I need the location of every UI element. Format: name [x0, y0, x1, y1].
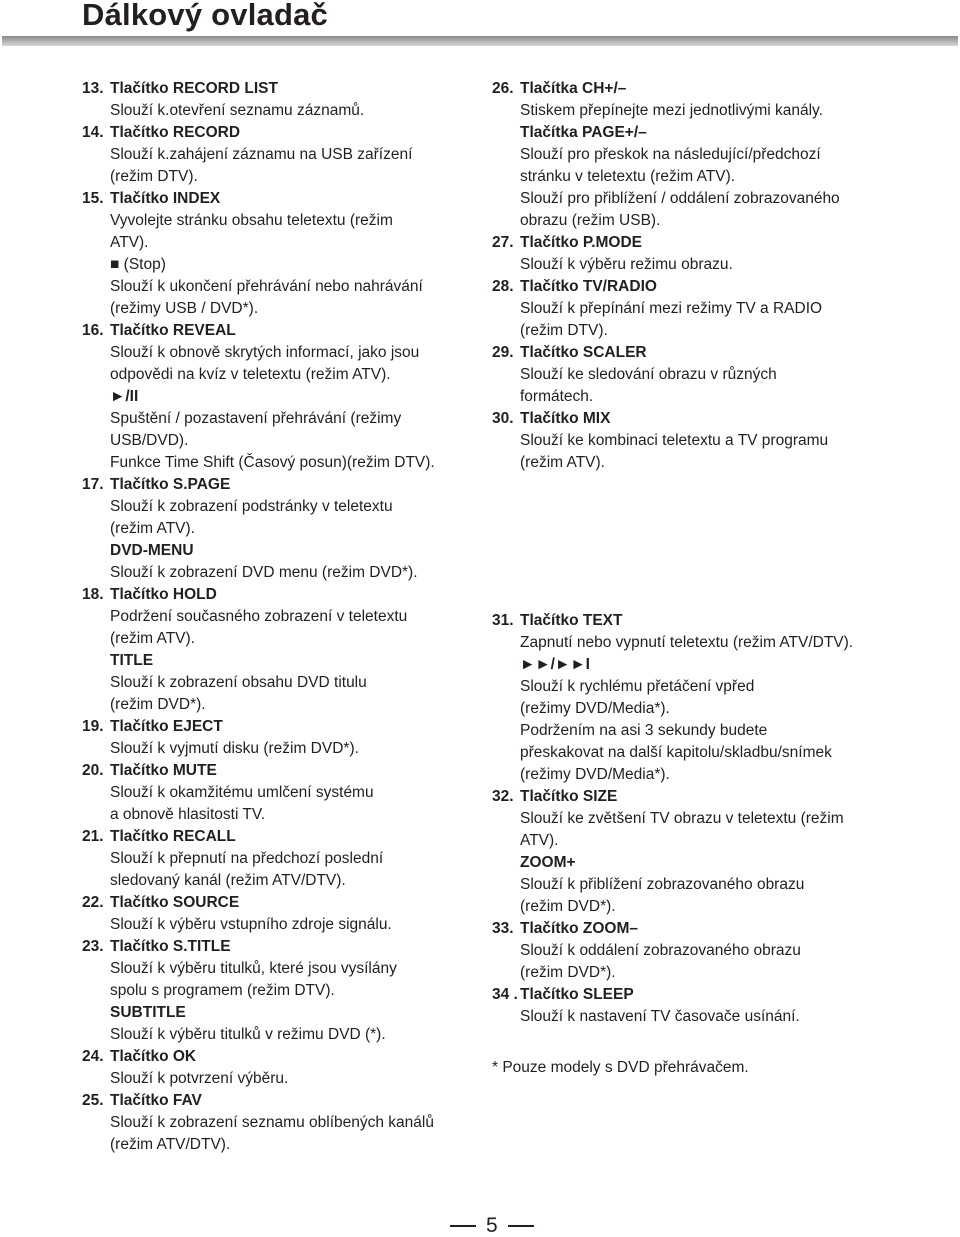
item-subtitle: ZOOM+ — [520, 854, 576, 871]
item-number: 32. — [492, 788, 514, 805]
item-title: Tlačítko TV/RADIO — [520, 278, 657, 295]
list-item — [492, 408, 932, 474]
item-subtitle: ►►/►►I — [520, 656, 590, 673]
right-bottom-column — [492, 610, 932, 1028]
description-line: Slouží k.otevření seznamu záznamů. — [110, 102, 365, 119]
item-title: Tlačítko MUTE — [110, 762, 217, 779]
description-line: ATV). — [520, 832, 559, 849]
item-number: 26. — [492, 80, 514, 97]
description-line: (režim DTV). — [520, 322, 608, 339]
item-number: 15. — [82, 190, 104, 207]
item-heading — [492, 78, 932, 100]
description-line: Podržením na asi 3 sekundy budete — [520, 722, 768, 739]
title-rule — [2, 36, 958, 46]
item-description — [82, 144, 482, 188]
item-heading — [492, 232, 932, 254]
description-line: Slouží k obnově skrytých informací, jako jsou — [110, 344, 420, 361]
item-heading — [82, 936, 482, 958]
dash-left — [450, 1225, 476, 1227]
item-sub-description — [492, 676, 932, 786]
description-line: Zapnutí nebo vypnutí teletextu (režim ATV/DTV). — [520, 634, 854, 651]
item-description — [492, 808, 932, 852]
item-heading — [82, 78, 482, 100]
item-description — [492, 254, 932, 276]
item-title: Tlačítko MIX — [520, 410, 611, 427]
item-description — [82, 958, 482, 1002]
description-line: Slouží k zobrazení obsahu DVD titulu — [110, 674, 367, 691]
item-title: Tlačítko P.MODE — [520, 234, 643, 251]
description-line: (režim ATV). — [520, 454, 605, 471]
description-line: Slouží k zobrazení DVD menu (režim DVD*). — [110, 564, 418, 581]
list-item — [82, 716, 482, 760]
description-line: Slouží k výběru režimu obrazu. — [520, 256, 733, 273]
page-number — [450, 1214, 534, 1237]
list-item — [82, 1090, 482, 1156]
item-subtitle: SUBTITLE — [110, 1004, 186, 1021]
item-title: Tlačítko S.PAGE — [110, 476, 231, 493]
item-heading — [82, 474, 482, 496]
description-line: Slouží k.zahájení záznamu na USB zařízení — [110, 146, 413, 163]
description-line: (režimy USB / DVD*). — [110, 300, 259, 317]
item-description — [82, 100, 482, 122]
description-line: Slouží k rychlému přetáčení vpřed — [520, 678, 755, 695]
description-line: USB/DVD). — [110, 432, 189, 449]
description-line: Slouží k vyjmutí disku (režim DVD*). — [110, 740, 359, 757]
description-line: formátech. — [520, 388, 594, 405]
description-line: odpovědi na kvíz v teletextu (režim ATV). — [110, 366, 391, 383]
item-subtitle: TITLE — [110, 652, 154, 669]
description-line: a obnově hlasitosti TV. — [110, 806, 266, 823]
item-number: 21. — [82, 828, 104, 845]
item-description — [82, 342, 482, 386]
description-line: (režim ATV). — [110, 630, 195, 647]
item-number: 27. — [492, 234, 514, 251]
item-number: 14. — [82, 124, 104, 141]
item-heading — [492, 610, 932, 632]
description-line: (režim DVD*). — [110, 696, 206, 713]
item-heading — [82, 584, 482, 606]
list-item — [492, 342, 932, 408]
item-number: 16. — [82, 322, 104, 339]
description-line: (režimy DVD/Media*). — [520, 766, 670, 783]
description-line: Slouží pro přeskok na následující/předchozí — [520, 146, 821, 163]
description-line: stránku v teletextu (režim ATV). — [520, 168, 736, 185]
item-description — [492, 1006, 932, 1028]
description-line: Slouží k potvrzení výběru. — [110, 1070, 289, 1087]
list-item — [82, 122, 482, 188]
item-description — [492, 940, 932, 984]
item-title: Tlačítko RECORD LIST — [110, 80, 278, 97]
description-line: Slouží k zobrazení seznamu oblíbených kanálů — [110, 1114, 434, 1131]
item-title: Tlačítko SIZE — [520, 788, 618, 805]
description-line: Slouží ke zvětšení TV obrazu v teletextu (režim — [520, 810, 844, 827]
item-number: 29. — [492, 344, 514, 361]
item-description — [82, 1068, 482, 1090]
description-line: obrazu (režim USB). — [520, 212, 661, 229]
item-description — [492, 364, 932, 408]
item-heading — [492, 786, 932, 808]
dash-right — [508, 1225, 534, 1227]
item-number: 13. — [82, 80, 104, 97]
description-line: Spuštění / pozastavení přehrávání (režimy — [110, 410, 402, 427]
item-description — [82, 848, 482, 892]
description-line: ATV). — [110, 234, 149, 251]
item-number: 20. — [82, 762, 104, 779]
list-item — [492, 232, 932, 276]
item-description — [82, 1112, 482, 1156]
item-heading — [82, 826, 482, 848]
list-item — [82, 1046, 482, 1090]
item-subtitle: DVD-MENU — [110, 542, 194, 559]
item-number: 33. — [492, 920, 514, 937]
item-title: Tlačítko RECALL — [110, 828, 236, 845]
item-description — [82, 738, 482, 760]
item-title: Tlačítko TEXT — [520, 612, 623, 629]
description-line: (režim DTV). — [110, 168, 198, 185]
description-line: (režimy DVD/Media*). — [520, 700, 670, 717]
item-number: 25. — [82, 1092, 104, 1109]
list-item — [492, 918, 932, 984]
item-heading — [492, 984, 932, 1006]
list-item — [82, 826, 482, 892]
left-column — [82, 78, 482, 1156]
list-item — [82, 320, 482, 474]
item-number: 24. — [82, 1048, 104, 1065]
description-line: Slouží k přepínání mezi režimy TV a RADIO — [520, 300, 823, 317]
description-line: Slouží k oddálení zobrazovaného obrazu — [520, 942, 801, 959]
description-line: Slouží k výběru titulků v režimu DVD (*). — [110, 1026, 386, 1043]
page-title: Dálkový ovladač — [82, 0, 328, 32]
item-number: 23. — [82, 938, 104, 955]
item-title: Tlačítko INDEX — [110, 190, 221, 207]
item-heading — [82, 716, 482, 738]
item-title: Tlačítko HOLD — [110, 586, 217, 603]
item-number: 19. — [82, 718, 104, 735]
list-item — [82, 474, 482, 584]
description-line: Slouží k ukončení přehrávání nebo nahrávání — [110, 278, 423, 295]
description-line: Podržení současného zobrazení v teletextu — [110, 608, 408, 625]
description-line: Slouží k přepnutí na předchozí poslední — [110, 850, 384, 867]
item-description — [82, 914, 482, 936]
list-item — [492, 984, 932, 1028]
item-sub-description — [82, 1024, 482, 1046]
item-heading — [82, 122, 482, 144]
item-number: 28. — [492, 278, 514, 295]
description-line: spolu s programem (režim DTV). — [110, 982, 335, 999]
description-line: přeskakovat na další kapitolu/skladbu/snímek — [520, 744, 832, 761]
item-description — [82, 782, 482, 826]
footnote: * Pouze modely s DVD přehrávačem. — [492, 1059, 749, 1076]
list-item — [82, 78, 482, 122]
description-line: Slouží k okamžitému umlčení systému — [110, 784, 374, 801]
description-line: sledovaný kanál (režim ATV/DTV). — [110, 872, 346, 889]
description-line: Vyvolejte stránku obsahu teletextu (režim — [110, 212, 393, 229]
item-title: Tlačítko EJECT — [110, 718, 223, 735]
item-title: Tlačítko SLEEP — [520, 986, 634, 1003]
list-item — [82, 936, 482, 1046]
item-number: 31. — [492, 612, 514, 629]
item-description — [82, 496, 482, 540]
item-subtitle: ►/II — [110, 388, 139, 405]
description-line: Slouží ke sledování obrazu v různých — [520, 366, 777, 383]
item-heading — [82, 760, 482, 782]
item-title: Tlačítko SOURCE — [110, 894, 240, 911]
description-line: (režim DVD*). — [520, 898, 616, 915]
item-description — [82, 606, 482, 650]
description-line: Slouží k výběru vstupního zdroje signálu. — [110, 916, 392, 933]
item-heading — [492, 918, 932, 940]
description-line: (režim ATV). — [110, 520, 195, 537]
list-item — [492, 78, 932, 232]
list-item — [492, 610, 932, 786]
item-number: 18. — [82, 586, 104, 603]
item-description — [492, 632, 932, 654]
list-item — [82, 892, 482, 936]
item-number: 17. — [82, 476, 104, 493]
item-heading — [492, 408, 932, 430]
item-description — [492, 430, 932, 474]
description-line: Slouží k nastavení TV časovače usínání. — [520, 1008, 800, 1025]
list-item — [82, 584, 482, 716]
item-number: 34 . — [492, 986, 518, 1003]
description-line: (režim ATV/DTV). — [110, 1136, 231, 1153]
description-line: Funkce Time Shift (Časový posun)(režim DTV). — [110, 454, 435, 471]
description-line: Slouží ke kombinaci teletextu a TV programu — [520, 432, 829, 449]
item-heading — [492, 276, 932, 298]
item-title: Tlačítko RECORD — [110, 124, 241, 141]
item-sub-description — [492, 144, 932, 232]
item-sub-description — [492, 874, 932, 918]
item-description — [82, 210, 482, 320]
item-title: Tlačítko ZOOM– — [520, 920, 638, 937]
item-sub-description — [82, 672, 482, 716]
list-item — [492, 276, 932, 342]
page-number-text: 5 — [486, 1214, 498, 1237]
list-item — [82, 760, 482, 826]
item-description — [492, 298, 932, 342]
item-sub-description — [82, 562, 482, 584]
item-heading — [82, 1046, 482, 1068]
item-title: Tlačítko REVEAL — [110, 322, 236, 339]
description-line: Slouží k přiblížení zobrazovaného obrazu — [520, 876, 805, 893]
description-line: Stiskem přepínejte mezi jednotlivými kanály. — [520, 102, 823, 119]
right-top-column — [492, 78, 932, 474]
description-line: Slouží k výběru titulků, které jsou vysílány — [110, 960, 397, 977]
item-subtitle: Tlačítka PAGE+/– — [520, 124, 647, 141]
item-heading — [82, 1090, 482, 1112]
item-title: Tlačítko S.TITLE — [110, 938, 231, 955]
list-item — [492, 786, 932, 918]
description-line: Slouží k zobrazení podstránky v teletextu — [110, 498, 393, 515]
description-line: Slouží pro přiblížení / oddálení zobrazovaného — [520, 190, 840, 207]
item-heading — [82, 188, 482, 210]
description-line: ■ (Stop) — [110, 256, 166, 273]
item-description — [492, 100, 932, 122]
item-number: 22. — [82, 894, 104, 911]
item-title: Tlačítka CH+/– — [520, 80, 627, 97]
item-heading — [492, 342, 932, 364]
item-heading — [82, 892, 482, 914]
item-title: Tlačítko SCALER — [520, 344, 647, 361]
item-number: 30. — [492, 410, 514, 427]
item-heading — [82, 320, 482, 342]
list-item — [82, 188, 482, 320]
item-sub-description — [82, 408, 482, 474]
item-title: Tlačítko OK — [110, 1048, 197, 1065]
item-title: Tlačítko FAV — [110, 1092, 202, 1109]
description-line: (režim DVD*). — [520, 964, 616, 981]
